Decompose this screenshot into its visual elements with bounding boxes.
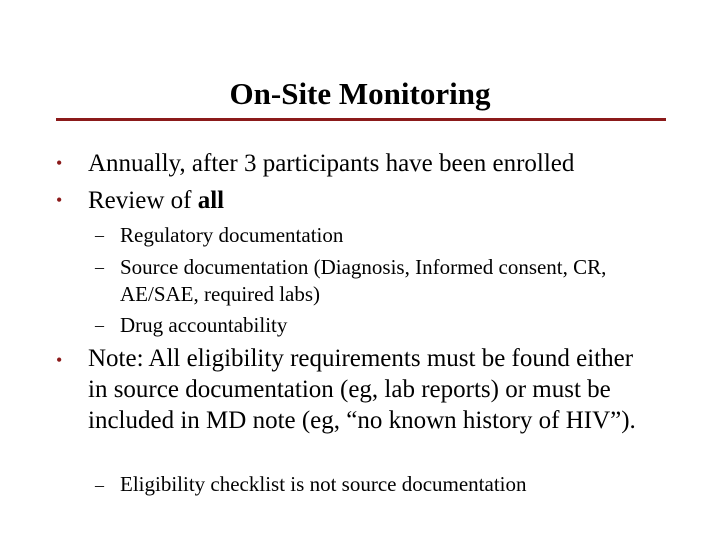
bullet-text	[88, 185, 668, 216]
sub-bullet-text: Regulatory documentation	[120, 223, 344, 247]
title-underline-rule	[56, 118, 666, 121]
sub-bullet-text: Eligibility checklist is not source documentation	[120, 472, 527, 496]
bullet-text-emphasis: all	[197, 187, 225, 214]
bullet-dot-icon: •	[56, 350, 63, 370]
dash-icon: –	[95, 225, 104, 245]
bullet-text-prefix: Review of	[88, 187, 198, 214]
bullet-dot-icon: •	[56, 190, 63, 210]
sub-bullet-text: Source documentation (Diagnosis, Informed consent, CR, AE/SAE, required labs)	[120, 255, 607, 306]
sub-bullet-text: Drug accountability	[120, 313, 288, 337]
bullet-text: Note: All eligibility requirements must be found either in source documentation (eg, lab reports) or must be included in MD note (eg, “no known history of HIV”).	[88, 345, 636, 434]
bullet-dot-icon: •	[56, 153, 63, 173]
dash-icon: –	[95, 475, 104, 495]
slide-title: On-Site Monitoring	[229, 76, 491, 111]
bullet-text: Annually, after 3 participants have been enrolled	[88, 150, 575, 177]
dash-icon: –	[95, 257, 104, 277]
dash-icon: –	[95, 315, 104, 335]
